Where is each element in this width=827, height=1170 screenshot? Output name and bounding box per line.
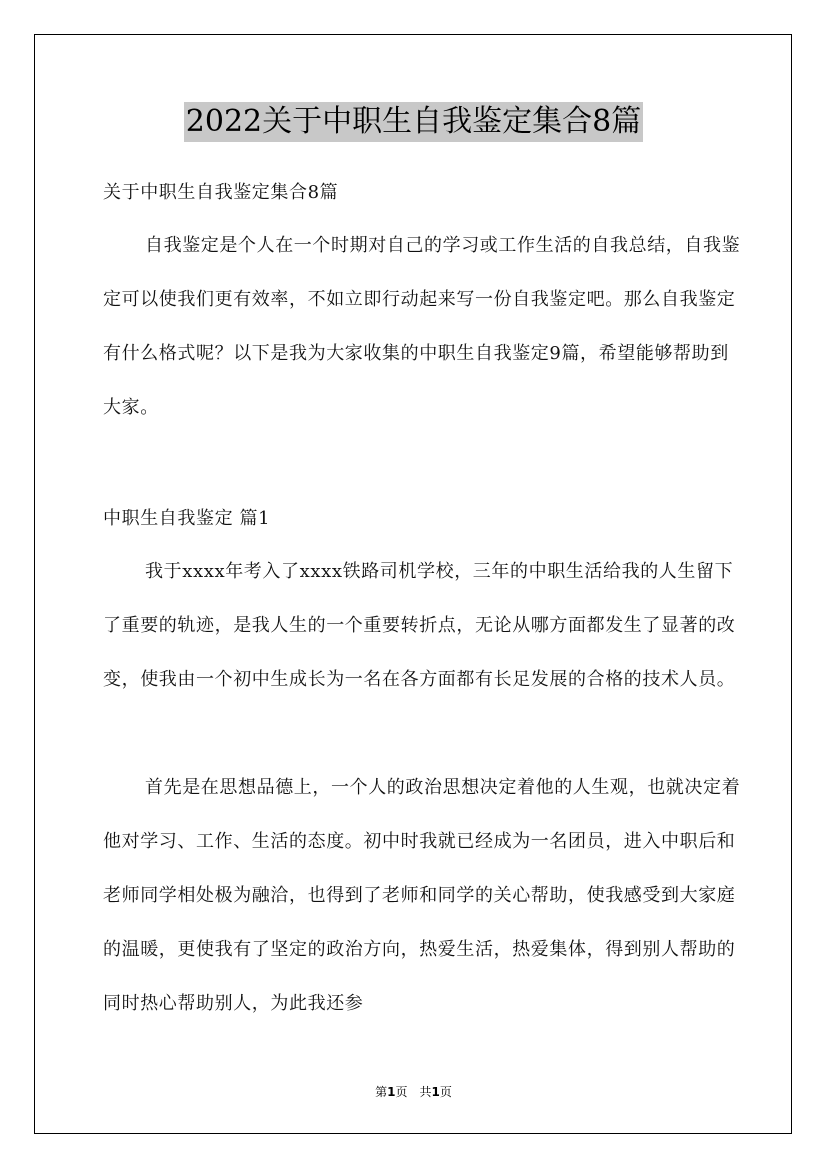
footer-page-number: 1 <box>387 1085 396 1099</box>
footer-page-total: 1 <box>431 1085 440 1099</box>
title-container <box>0 102 827 142</box>
body-paragraph-1: 我于xxxx年考入了xxxx铁路司机学校，三年的中职生活给我的人生留下了重要的轨迹，是我人生的一个重要转折点，无论从哪方面都发生了显著的改变，使我由一个初中生成长为一名在各方面都有长足发展的合格的技术人员。 <box>103 561 736 690</box>
section-heading: 中职生自我鉴定 篇1 <box>103 508 271 529</box>
document-subtitle: 关于中职生自我鉴定集合8篇 <box>103 182 339 203</box>
body-paragraph-2: 首先是在思想品德上，一个人的政治思想决定着他的人生观，也就决定着他对学习、工作、生活的态度。初中时我就已经成为一名团员，进入中职后和老师同学相处极为融洽，也得到了老师和同学的关心帮助，使我感受到大家庭的温暖，更使我有了坚定的政治方向，热爱生活，热爱集体，得到别人帮助的同时热心帮助别人，为此我还参 <box>103 777 741 1014</box>
footer-page-suffix: 页 <box>439 1085 452 1099</box>
page-footer <box>0 1083 827 1101</box>
document-title: 2022关于中职生自我鉴定集合8篇 <box>184 102 643 142</box>
footer-page-mid: 页 共 <box>395 1085 432 1099</box>
footer-page-prefix: 第 <box>375 1085 388 1099</box>
intro-paragraph: 自我鉴定是个人在一个时期对自己的学习或工作生活的自我总结，自我鉴定可以使我们更有效率，不如立即行动起来写一份自我鉴定吧。那么自我鉴定有什么格式呢？以下是我为大家收集的中职生自我鉴定9篇，希望能够帮助到大家。 <box>103 235 741 418</box>
